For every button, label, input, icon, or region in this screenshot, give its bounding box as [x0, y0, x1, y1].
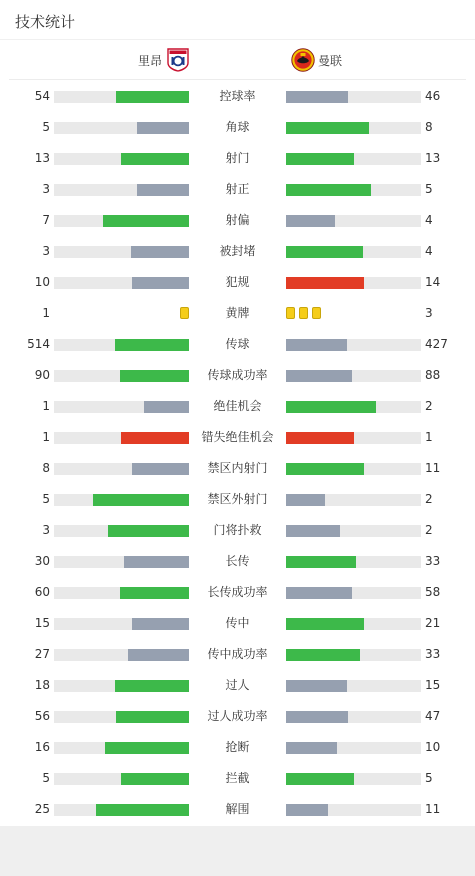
away-bar-track — [286, 587, 421, 599]
home-bar-track — [54, 525, 189, 537]
home-value: 1 — [42, 430, 50, 444]
away-bar — [286, 649, 360, 661]
stat-label: 传球成功率 — [207, 368, 268, 382]
away-bar — [286, 556, 356, 568]
away-value: 21 — [425, 616, 441, 630]
home-bar — [121, 432, 189, 444]
home-value: 5 — [42, 120, 50, 134]
away-value: 2 — [425, 523, 433, 537]
stat-label: 黄牌 — [225, 306, 250, 320]
away-value: 88 — [425, 368, 441, 382]
stat-label: 射偏 — [225, 213, 250, 227]
away-value: 33 — [425, 647, 441, 661]
home-bar-track — [54, 153, 189, 165]
home-value: 5 — [42, 492, 50, 506]
away-bar — [286, 277, 364, 289]
away-bar — [286, 153, 354, 165]
away-bar-track — [286, 91, 421, 103]
stat-label: 角球 — [225, 120, 250, 134]
away-value: 11 — [425, 461, 441, 475]
stat-label: 控球率 — [219, 89, 256, 103]
home-value: 27 — [34, 647, 50, 661]
away-bar — [286, 804, 328, 816]
home-value: 1 — [42, 306, 50, 320]
stat-label: 过人成功率 — [207, 709, 268, 723]
home-bar — [132, 618, 189, 630]
away-team[interactable] — [291, 48, 342, 72]
home-bar-track — [54, 215, 189, 227]
stat-row — [0, 174, 475, 205]
away-bar — [286, 246, 363, 258]
team-header — [9, 40, 466, 80]
home-bar — [120, 587, 189, 599]
stat-label: 拦截 — [225, 771, 250, 785]
stat-label: 禁区内射门 — [207, 461, 268, 475]
home-bar-track — [54, 401, 189, 413]
away-bar-track — [286, 463, 421, 475]
home-bar-track — [54, 711, 189, 723]
home-value: 8 — [42, 461, 50, 475]
stat-label: 解围 — [225, 802, 250, 816]
away-bar — [286, 680, 347, 692]
home-value: 18 — [34, 678, 50, 692]
home-value: 25 — [34, 802, 50, 816]
stat-row — [0, 360, 475, 391]
home-team[interactable] — [138, 48, 190, 72]
stat-row — [0, 546, 475, 577]
away-bar — [286, 494, 325, 506]
stat-label: 射门 — [225, 151, 250, 165]
stat-label: 传球 — [225, 337, 250, 351]
away-bar-track — [286, 742, 421, 754]
away-value: 33 — [425, 554, 441, 568]
away-bar-track — [286, 246, 421, 258]
stat-label: 传中 — [225, 616, 250, 630]
home-bar — [116, 711, 189, 723]
away-bar — [286, 91, 348, 103]
away-yellow-cards — [286, 307, 321, 319]
away-bar-track — [286, 432, 421, 444]
home-bar — [137, 184, 189, 196]
home-bar-track — [54, 587, 189, 599]
away-bar-track — [286, 494, 421, 506]
away-value: 427 — [425, 337, 448, 351]
home-bar — [121, 773, 189, 785]
page-title: 技术统计 — [0, 0, 475, 40]
stat-row — [0, 763, 475, 794]
home-bar — [132, 463, 189, 475]
home-value: 16 — [34, 740, 50, 754]
away-bar-track — [286, 525, 421, 537]
away-value: 8 — [425, 120, 433, 134]
home-bar — [115, 680, 189, 692]
home-bar — [96, 804, 189, 816]
home-bar — [93, 494, 189, 506]
away-bar — [286, 122, 369, 134]
stat-row — [0, 577, 475, 608]
stat-row — [0, 484, 475, 515]
home-value: 3 — [42, 523, 50, 537]
away-bar — [286, 339, 347, 351]
away-bar-track — [286, 649, 421, 661]
home-bar-track — [54, 556, 189, 568]
away-value: 10 — [425, 740, 441, 754]
home-value: 3 — [42, 244, 50, 258]
away-value: 4 — [425, 213, 433, 227]
away-bar — [286, 184, 371, 196]
stat-label: 传中成功率 — [207, 647, 268, 661]
away-value: 15 — [425, 678, 441, 692]
away-value: 13 — [425, 151, 441, 165]
home-bar-track — [54, 432, 189, 444]
home-bar-track — [54, 277, 189, 289]
home-bar-track — [54, 184, 189, 196]
stat-row — [0, 329, 475, 360]
home-bar-track — [54, 680, 189, 692]
lyon-crest-icon — [166, 48, 190, 72]
away-bar-track — [286, 680, 421, 692]
stat-label: 射正 — [225, 182, 250, 196]
home-bar-track — [54, 618, 189, 630]
away-bar — [286, 773, 354, 785]
stat-label: 绝佳机会 — [213, 399, 262, 413]
stat-label: 犯规 — [225, 275, 250, 289]
stat-row — [0, 81, 475, 112]
away-value: 4 — [425, 244, 433, 258]
home-bar-track — [54, 773, 189, 785]
yellow-card-icon — [299, 307, 308, 319]
home-bar-track — [54, 370, 189, 382]
away-bar — [286, 432, 354, 444]
home-bar — [144, 401, 189, 413]
home-value: 10 — [34, 275, 50, 289]
home-value: 1 — [42, 399, 50, 413]
home-bar — [132, 277, 189, 289]
home-bar-track — [54, 122, 189, 134]
stat-label: 长传 — [225, 554, 250, 568]
home-bar — [103, 215, 189, 227]
away-bar-track — [286, 618, 421, 630]
yellow-card-icon — [180, 307, 189, 319]
home-bar — [115, 339, 189, 351]
away-bar — [286, 742, 337, 754]
home-bar — [121, 153, 189, 165]
away-bar — [286, 370, 352, 382]
home-bar — [131, 246, 189, 258]
away-bar-track — [286, 804, 421, 816]
away-value: 1 — [425, 430, 433, 444]
away-bar-track — [286, 556, 421, 568]
home-value: 15 — [34, 616, 50, 630]
home-value: 3 — [42, 182, 50, 196]
home-bar — [137, 122, 189, 134]
stat-label: 长传成功率 — [207, 585, 268, 599]
home-bar — [108, 525, 189, 537]
away-value: 47 — [425, 709, 441, 723]
home-value: 60 — [34, 585, 50, 599]
home-bar-track — [54, 742, 189, 754]
away-bar — [286, 587, 352, 599]
stat-row — [0, 267, 475, 298]
home-bar-track — [54, 649, 189, 661]
stat-label: 被封堵 — [219, 244, 256, 258]
away-bar-track — [286, 277, 421, 289]
stat-label: 抢断 — [225, 740, 250, 754]
away-bar-track — [286, 122, 421, 134]
home-team-name: 里昂 — [138, 53, 163, 68]
stat-row — [0, 453, 475, 484]
home-bar — [120, 370, 189, 382]
home-value: 54 — [34, 89, 50, 103]
yellow-card-icon — [312, 307, 321, 319]
away-value: 46 — [425, 89, 441, 103]
away-value: 3 — [425, 306, 433, 320]
stat-row — [0, 205, 475, 236]
away-bar — [286, 711, 348, 723]
away-bar-track — [286, 184, 421, 196]
stat-row — [0, 143, 475, 174]
away-bar-track — [286, 215, 421, 227]
away-bar — [286, 525, 340, 537]
away-value: 11 — [425, 802, 441, 816]
home-yellow-cards — [180, 307, 189, 319]
away-bar — [286, 401, 376, 413]
stat-row — [0, 608, 475, 639]
home-value: 514 — [27, 337, 50, 351]
away-bar-track — [286, 773, 421, 785]
away-bar-track — [286, 370, 421, 382]
stat-row — [0, 515, 475, 546]
home-bar-track — [54, 494, 189, 506]
away-team-name: 曼联 — [318, 53, 343, 68]
stat-row — [0, 236, 475, 267]
home-bar-track — [54, 804, 189, 816]
stat-row — [0, 732, 475, 763]
home-bar — [128, 649, 189, 661]
home-bar — [116, 91, 189, 103]
home-value: 56 — [34, 709, 50, 723]
away-bar — [286, 215, 335, 227]
stat-row — [0, 391, 475, 422]
away-value: 5 — [425, 771, 433, 785]
yellow-card-icon — [286, 307, 295, 319]
man-utd-crest-icon — [291, 48, 315, 72]
home-bar — [124, 556, 189, 568]
stat-row — [0, 298, 475, 329]
home-value: 30 — [34, 554, 50, 568]
away-value: 2 — [425, 399, 433, 413]
stat-row — [0, 422, 475, 453]
stats-list — [0, 81, 475, 825]
stat-label: 过人 — [225, 678, 250, 692]
away-bar-track — [286, 711, 421, 723]
away-bar — [286, 463, 364, 475]
home-bar-track — [54, 91, 189, 103]
stat-row — [0, 639, 475, 670]
home-bar-track — [54, 463, 189, 475]
home-value: 13 — [34, 151, 50, 165]
home-value: 5 — [42, 771, 50, 785]
stat-label: 门将扑救 — [213, 523, 262, 537]
away-value: 58 — [425, 585, 441, 599]
stat-row — [0, 794, 475, 825]
away-bar-track — [286, 339, 421, 351]
stat-row — [0, 701, 475, 732]
stat-label: 错失绝佳机会 — [201, 430, 274, 444]
home-bar-track — [54, 339, 189, 351]
away-bar-track — [286, 401, 421, 413]
stat-row — [0, 670, 475, 701]
away-value: 5 — [425, 182, 433, 196]
home-bar-track — [54, 246, 189, 258]
home-bar — [105, 742, 189, 754]
away-bar — [286, 618, 364, 630]
home-value: 7 — [42, 213, 50, 227]
home-value: 90 — [34, 368, 50, 382]
stat-row — [0, 112, 475, 143]
stat-label: 禁区外射门 — [207, 492, 268, 506]
away-bar-track — [286, 153, 421, 165]
away-value: 2 — [425, 492, 433, 506]
away-value: 14 — [425, 275, 441, 289]
